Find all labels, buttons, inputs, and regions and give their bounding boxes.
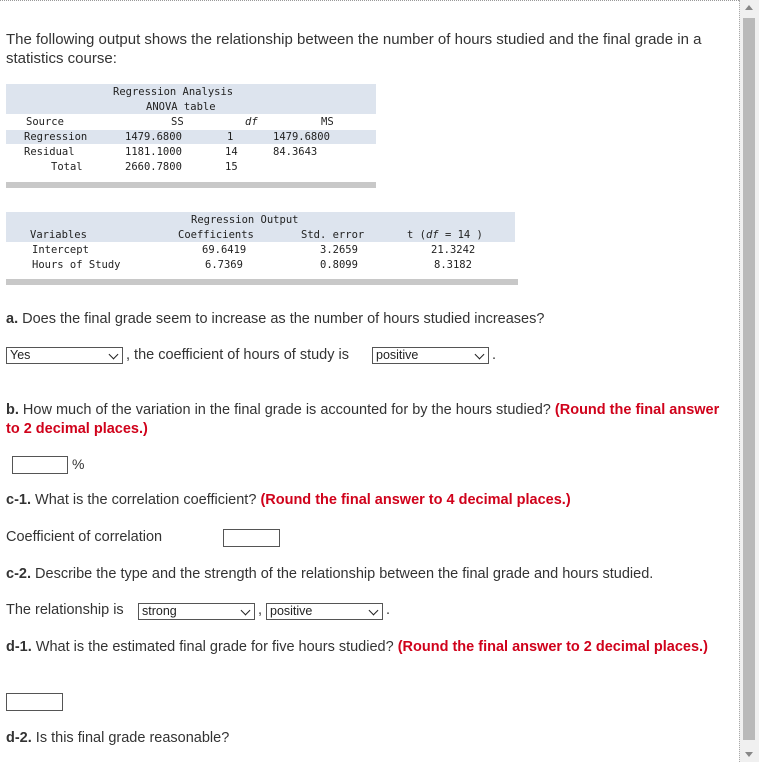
reg-header-t: t (df = 14 )	[407, 229, 483, 241]
reg-row-t: 21.3242	[431, 244, 476, 256]
regression-table	[6, 212, 518, 288]
question-d2: d-2. Is this final grade reasonable?	[6, 730, 230, 746]
anova-row-source: Total	[51, 161, 83, 173]
scroll-thumb[interactable]	[743, 18, 755, 740]
question-a-end: .	[492, 347, 497, 363]
question-a-answer-select[interactable]: Yes	[6, 347, 123, 364]
anova-row-ss: 1479.6800	[125, 131, 182, 143]
anova-header-ms: MS	[321, 116, 334, 128]
vertical-scrollbar[interactable]	[739, 0, 759, 762]
relationship-separator: ,	[258, 602, 263, 618]
relationship-end: .	[386, 602, 391, 618]
anova-row-ss: 2660.7800	[125, 161, 182, 173]
chevron-down-icon	[369, 606, 379, 616]
reg-row-se: 3.2659	[320, 244, 358, 256]
reg-row-variable: Intercept	[32, 244, 89, 256]
reg-header-variables: Variables	[30, 229, 87, 241]
top-border	[0, 0, 739, 1]
chevron-down-icon	[109, 350, 119, 360]
reg-header-coef: Coefficients	[178, 229, 254, 241]
question-d1: d-1. What is the estimated final grade for five hours studied? (Round the final answer to 2 decimal places.)	[6, 639, 708, 655]
question-b-unit: %	[72, 456, 85, 472]
anova-row-source: Regression	[24, 131, 88, 143]
reg-row-t: 8.3182	[434, 259, 472, 271]
reg-row-coef: 6.7369	[205, 259, 243, 271]
reg-row-se: 0.8099	[320, 259, 358, 271]
anova-row-source: Residual	[24, 146, 75, 158]
reg-row-variable: Hours of Study	[32, 259, 121, 271]
estimated-grade-input[interactable]	[6, 693, 63, 711]
anova-row-ms: 1479.6800	[273, 131, 330, 143]
anova-row-df: 1	[227, 131, 234, 143]
anova-row-ss: 1181.1000	[125, 146, 182, 158]
regression-title: Regression Output	[191, 214, 299, 226]
question-c1: c-1. What is the correlation coefficient? (Round the final answer to 4 decimal places.)	[6, 492, 571, 508]
reg-row-coef: 69.6419	[202, 244, 247, 256]
scroll-down-arrow-icon[interactable]	[745, 752, 753, 757]
reg-header-se: Std. error	[301, 229, 365, 241]
anova-table	[6, 84, 376, 190]
question-c2: c-2. Describe the type and the strength of the relationship between the final grade and hours studied.	[6, 566, 654, 582]
anova-header-df: df	[245, 116, 258, 128]
anova-title: Regression Analysis	[113, 86, 234, 98]
anova-bottom-bar	[6, 182, 376, 188]
anova-header-source: Source	[26, 116, 64, 128]
anova-header-ss: SS	[171, 116, 184, 128]
question-b: b. How much of the variation in the final grade is accounted for by the hours studied? (Round the final answer to 2 decimal places.)	[6, 402, 720, 437]
anova-subtitle: ANOVA table	[146, 101, 216, 113]
anova-row-df: 15	[225, 161, 238, 173]
scroll-up-arrow-icon[interactable]	[745, 5, 753, 10]
question-b-answer-input[interactable]	[12, 456, 68, 474]
question-a: a. Does the final grade seem to increase as the number of hours studied increases?	[6, 311, 545, 327]
regression-bottom-bar	[6, 279, 518, 285]
question-a-coefficient-select[interactable]: positive	[372, 347, 489, 364]
anova-row-ms: 84.3643	[273, 146, 318, 158]
anova-row-df: 14	[225, 146, 238, 158]
intro-text: The following output shows the relationship between the number of hours studied and the final grade in a statistics course:	[6, 31, 702, 67]
relationship-lead: The relationship is	[6, 602, 124, 618]
chevron-down-icon	[475, 350, 485, 360]
question-a-middle-text: , the coefficient of hours of study is	[126, 347, 349, 363]
relationship-strength-select[interactable]: strong	[138, 603, 255, 620]
relationship-type-select[interactable]: positive	[266, 603, 383, 620]
correlation-label: Coefficient of correlation	[6, 529, 163, 545]
correlation-input[interactable]	[223, 529, 280, 547]
chevron-down-icon	[241, 606, 251, 616]
